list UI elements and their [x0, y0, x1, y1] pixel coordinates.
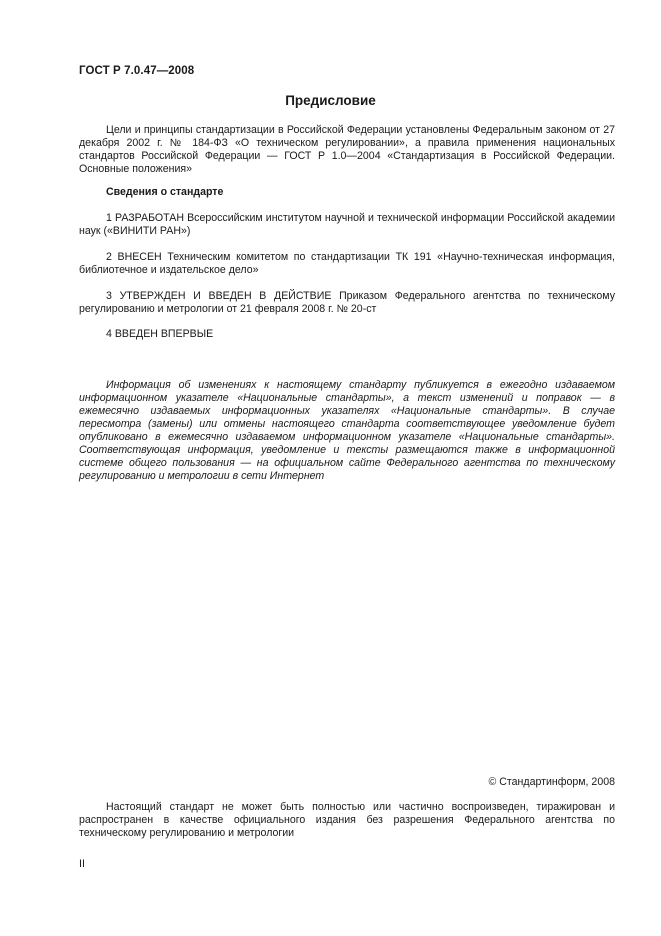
page-title: Предисловие: [285, 93, 376, 108]
info-heading: Сведения о стандарте: [106, 186, 224, 198]
rights-notice: Настоящий стандарт не может быть полностью или частично воспроизведен, тиражирован и распространен в качестве официального издания без разрешения Федерального агентства по техническому регулированию и метрологии: [79, 801, 615, 839]
info-item-introduced: 2 ВНЕСЕН Техническим комитетом по стандартизации ТК 191 «Научно-техническая информация, библиотечное и издательское дело»: [79, 251, 615, 276]
intro-paragraph: Цели и принципы стандартизации в Российской Федерации установлены Федеральным законом от 27 декабря 2002 г. № 184-ФЗ «О техническом регулировании», а правила применения национальных стандартов Российской Федерации — ГОСТ Р 1.0—2004 «Стандартизация в Российской Федерации. Основные положения»: [79, 124, 615, 175]
standard-id: ГОСТ Р 7.0.47—2008: [79, 65, 195, 77]
info-item-approved: 3 УТВЕРЖДЕН И ВВЕДЕН В ДЕЙСТВИЕ Приказом Федерального агентства по техническому регулированию и метрологии от 21 февраля 2008 г. № 20-ст: [79, 290, 615, 315]
info-item-developed: 1 РАЗРАБОТАН Всероссийским институтом научной и технической информации Российской академии наук («ВИНИТИ РАН»): [79, 212, 615, 237]
amendments-notice: Информация об изменениях к настоящему стандарту публикуется в ежегодно издаваемом информационном указателе «Национальные стандарты», а текст изменений и поправок — в ежемесячно издаваемых информационных указателях «Национальные стандарты». В случае пересмотра (замены) или отмены настоящего стандарта соответствующее уведомление будет опубликовано в ежемесячно издаваемом информационном указателе «Национальные стандарты». Соответствующая информация, уведомление и тексты размещаются также в информационной системе общего пользования — на официальном сайте Федерального агентства по техническому регулированию и метрологии в сети Интернет: [79, 379, 615, 482]
info-item-first-edition: 4 ВВЕДЕН ВПЕРВЫЕ: [106, 328, 214, 340]
page-number: II: [79, 858, 85, 870]
copyright: © Стандартинформ, 2008: [488, 776, 615, 788]
